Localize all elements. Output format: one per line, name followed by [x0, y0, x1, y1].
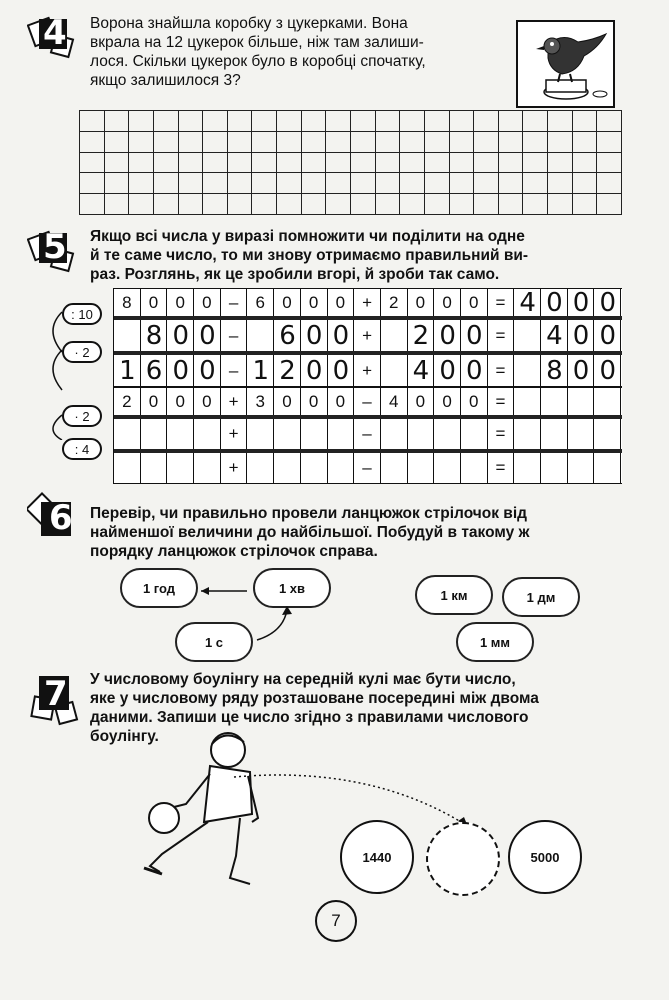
expression-cell: 4	[514, 289, 541, 316]
expression-cell: 0	[167, 388, 194, 415]
expression-cell[interactable]	[328, 419, 355, 449]
expression-cell: 8	[114, 289, 141, 316]
ball-middle-answer[interactable]	[426, 822, 500, 896]
grid-cell[interactable]	[276, 172, 302, 194]
grid-cell[interactable]	[424, 131, 450, 153]
expression-cell[interactable]	[461, 419, 488, 449]
grid-cell[interactable]	[128, 172, 154, 194]
grid-cell[interactable]	[202, 131, 228, 153]
expression-cell[interactable]	[274, 419, 301, 449]
operation-label: · 2	[62, 405, 102, 427]
grid-cell[interactable]	[251, 193, 277, 215]
text-line: яке у числовому ряду розташоване посередині між двома	[90, 690, 539, 707]
text-line: вкрала на 12 цукерок більше, ніж там залиши-	[90, 34, 424, 51]
grid-cell[interactable]	[572, 193, 598, 215]
grid-cell[interactable]	[153, 110, 179, 132]
expression-row	[114, 289, 622, 320]
expression-cell[interactable]	[408, 453, 435, 483]
text-line: найменшої величини до найбільшої. Побудуй в такому ж	[90, 524, 530, 541]
grid-cell[interactable]	[399, 131, 425, 153]
grid-cell[interactable]	[449, 193, 475, 215]
task-6-text	[90, 504, 630, 561]
expression-cell: 0	[328, 289, 355, 316]
grid-cell[interactable]	[522, 193, 548, 215]
expression-cell: +	[221, 453, 248, 483]
grid-cell[interactable]	[375, 193, 401, 215]
grid-cell[interactable]	[522, 131, 548, 153]
expression-cell[interactable]	[514, 355, 541, 386]
expression-cell: +	[221, 388, 248, 415]
expression-cell: 0	[434, 388, 461, 415]
cloud-1-second: 1 с	[175, 622, 253, 662]
expression-cell: 0	[461, 289, 488, 316]
grid-cell[interactable]	[251, 152, 277, 174]
grid-cell[interactable]	[178, 193, 204, 215]
expression-cell: 6	[141, 355, 168, 386]
grid-cell[interactable]	[522, 110, 548, 132]
crow-illustration	[516, 20, 615, 108]
grid-cell[interactable]	[251, 110, 277, 132]
expression-cell: –	[354, 388, 381, 415]
expression-cell[interactable]	[194, 419, 221, 449]
grid-cell[interactable]	[547, 110, 573, 132]
grid-cell[interactable]	[449, 172, 475, 194]
expression-cell: 0	[167, 289, 194, 316]
task-number: 7	[44, 674, 68, 714]
grid-cell[interactable]	[301, 172, 327, 194]
grid-cell[interactable]	[251, 172, 277, 194]
expression-cell: 0	[328, 355, 355, 386]
task-7-badge	[27, 672, 81, 718]
grid-cell[interactable]	[104, 193, 130, 215]
expression-cell: 4	[381, 388, 408, 415]
grid-cell[interactable]	[522, 172, 548, 194]
expression-cell: 0	[568, 320, 595, 351]
grid-cell[interactable]	[596, 193, 622, 215]
expression-cell[interactable]	[594, 388, 621, 415]
arrow-left-icon	[201, 587, 209, 595]
grid-cell[interactable]	[449, 110, 475, 132]
expression-cell: =	[488, 289, 515, 316]
grid-cell[interactable]	[596, 172, 622, 194]
operation-label: · 2	[62, 341, 102, 363]
grid-cell[interactable]	[473, 172, 499, 194]
expression-cell: =	[488, 388, 515, 415]
grid-cell[interactable]	[79, 172, 105, 194]
expression-cell: 8	[141, 320, 168, 351]
expression-cell: 0	[461, 320, 488, 351]
expression-cell: 0	[141, 388, 168, 415]
grid-cell[interactable]	[128, 110, 154, 132]
expression-cell[interactable]	[408, 419, 435, 449]
expression-cell[interactable]	[568, 453, 595, 483]
grid-cell[interactable]	[325, 193, 351, 215]
expression-cell: 0	[194, 355, 221, 386]
grid-cell[interactable]	[276, 131, 302, 153]
expression-cell: 2	[114, 388, 141, 415]
expression-cell[interactable]	[434, 453, 461, 483]
expression-row	[114, 355, 622, 387]
expression-cell[interactable]	[541, 419, 568, 449]
expression-cell[interactable]	[114, 453, 141, 483]
expression-cell[interactable]	[514, 388, 541, 415]
arrow-connectors	[38, 290, 118, 440]
expression-cell: =	[488, 355, 515, 386]
expression-cell: 1	[114, 355, 141, 386]
grid-cell[interactable]	[449, 152, 475, 174]
expression-cell: 0	[274, 289, 301, 316]
grid-cell[interactable]	[375, 172, 401, 194]
expression-cell: 0	[301, 320, 328, 351]
grid-cell[interactable]	[325, 172, 351, 194]
grid-cell[interactable]	[572, 110, 598, 132]
expression-cell[interactable]	[514, 320, 541, 351]
expression-cell[interactable]	[514, 419, 541, 449]
expression-cell[interactable]	[141, 453, 168, 483]
cloud-1-km[interactable]: 1 км	[415, 575, 493, 615]
grid-cell[interactable]	[498, 152, 524, 174]
expression-cell[interactable]	[594, 453, 621, 483]
grid-cell[interactable]	[596, 131, 622, 153]
grid-cell[interactable]	[153, 152, 179, 174]
grid-cell[interactable]	[104, 152, 130, 174]
task-4-badge	[27, 13, 81, 59]
expression-cell: 4	[408, 355, 435, 386]
expression-cell[interactable]	[194, 453, 221, 483]
expression-cell: 0	[301, 388, 328, 415]
grid-cell[interactable]	[128, 193, 154, 215]
grid-cell[interactable]	[153, 193, 179, 215]
grid-cell[interactable]	[547, 172, 573, 194]
expression-cell: 0	[461, 355, 488, 386]
expression-cell: 6	[274, 320, 301, 351]
grid-cell[interactable]	[104, 110, 130, 132]
expression-cell[interactable]	[381, 320, 408, 351]
crow-icon	[518, 22, 613, 106]
expression-cell: 1	[247, 355, 274, 386]
expression-cell: 0	[594, 355, 621, 386]
grid-cell[interactable]	[202, 152, 228, 174]
text-line: даними. Запиши це число згідно з правилами числового	[90, 709, 529, 726]
expression-cell: 0	[594, 289, 621, 316]
expression-cell: –	[221, 320, 248, 351]
grid-cell[interactable]	[104, 172, 130, 194]
text-line: У числовому боулінгу на середній кулі має бути число,	[90, 671, 516, 688]
grid-cell[interactable]	[276, 152, 302, 174]
expression-cell[interactable]	[167, 419, 194, 449]
grid-cell[interactable]	[301, 110, 327, 132]
expression-cell: 2	[274, 355, 301, 386]
expression-cell: 0	[568, 355, 595, 386]
expression-cell: =	[488, 453, 515, 483]
expression-cell: –	[354, 453, 381, 483]
expression-cell: 0	[461, 388, 488, 415]
expression-cell[interactable]	[568, 388, 595, 415]
expression-row[interactable]	[114, 453, 622, 484]
text-line: якщо залишилося 3?	[90, 72, 241, 89]
expression-cell: 0	[167, 320, 194, 351]
grid-cell[interactable]	[424, 110, 450, 132]
expression-cell[interactable]	[247, 320, 274, 351]
grid-cell[interactable]	[547, 131, 573, 153]
expression-cell[interactable]	[247, 453, 274, 483]
text-line: й те саме число, то ми знову отримаємо правильний ви-	[90, 247, 529, 264]
grid-cell[interactable]	[498, 110, 524, 132]
expression-cell[interactable]	[114, 320, 141, 351]
grid-cell[interactable]	[251, 131, 277, 153]
grid-cell[interactable]	[399, 152, 425, 174]
grid-cell[interactable]	[498, 172, 524, 194]
grid-cell[interactable]	[178, 131, 204, 153]
expression-cell: +	[354, 320, 381, 351]
task-number: 5	[43, 227, 67, 267]
expression-cell: 0	[408, 388, 435, 415]
grid-cell[interactable]	[178, 110, 204, 132]
expression-cell: 0	[434, 355, 461, 386]
expression-cell[interactable]	[301, 419, 328, 449]
expression-cell[interactable]	[141, 419, 168, 449]
text-line: Якщо всі числа у виразі помножити чи поділити на одне	[90, 228, 525, 245]
expression-cell[interactable]	[568, 419, 595, 449]
cloud-1-dm[interactable]: 1 дм	[502, 577, 580, 617]
grid-cell[interactable]	[596, 152, 622, 174]
expression-cell[interactable]	[114, 419, 141, 449]
grid-cell[interactable]	[350, 172, 376, 194]
expression-cell: 0	[434, 289, 461, 316]
task-5-text	[90, 227, 630, 284]
expression-cell: 6	[247, 289, 274, 316]
cloud-1-hour: 1 год	[120, 568, 198, 608]
expression-cell[interactable]	[167, 453, 194, 483]
expression-cell: =	[488, 419, 515, 449]
grid-cell[interactable]	[399, 193, 425, 215]
task-number: 6	[49, 498, 73, 538]
expression-cell[interactable]	[434, 419, 461, 449]
expression-cell: 0	[301, 355, 328, 386]
grid-cell[interactable]	[473, 131, 499, 153]
expression-cell: 0	[408, 289, 435, 316]
text-line: Ворона знайшла коробку з цукерками. Вона	[90, 15, 408, 32]
expression-cell: +	[221, 419, 248, 449]
grid-cell[interactable]	[325, 131, 351, 153]
expression-cell: 0	[167, 355, 194, 386]
expression-cell: –	[354, 419, 381, 449]
expression-cell[interactable]	[594, 419, 621, 449]
expression-cell: +	[354, 355, 381, 386]
grid-cell[interactable]	[424, 172, 450, 194]
cloud-1-minute: 1 хв	[253, 568, 331, 608]
grid-cell[interactable]	[325, 110, 351, 132]
expression-cell: +	[354, 289, 381, 316]
grid-cell[interactable]	[227, 152, 253, 174]
operation-label: : 10	[62, 303, 102, 325]
grid-cell[interactable]	[424, 193, 450, 215]
grid-cell[interactable]	[104, 131, 130, 153]
expression-cell: 0	[328, 320, 355, 351]
expression-cell[interactable]	[381, 453, 408, 483]
grid-cell[interactable]	[153, 131, 179, 153]
grid-cell[interactable]	[227, 110, 253, 132]
grid-cell[interactable]	[449, 131, 475, 153]
expression-cell[interactable]	[328, 453, 355, 483]
grid-cell[interactable]	[522, 152, 548, 174]
page-number: 7	[315, 900, 357, 942]
grid-cell[interactable]	[128, 152, 154, 174]
arrow-up-icon	[282, 606, 292, 615]
grid-cell[interactable]	[399, 110, 425, 132]
expression-row	[114, 320, 622, 355]
expression-table-top	[113, 288, 622, 387]
grid-cell[interactable]	[498, 131, 524, 153]
text-line: раз. Розглянь, як це зробили вгорі, й зроби так само.	[90, 266, 500, 283]
grid-cell[interactable]	[375, 110, 401, 132]
grid-cell[interactable]	[79, 131, 105, 153]
expression-table-bottom[interactable]	[113, 387, 622, 484]
grid-cell[interactable]	[153, 172, 179, 194]
text-line: Перевір, чи правильно провели ланцюжок стрілочок від	[90, 505, 527, 522]
expression-row[interactable]	[114, 419, 622, 453]
grid-cell[interactable]	[128, 131, 154, 153]
expression-cell: 0	[541, 289, 568, 316]
grid-cell[interactable]	[498, 193, 524, 215]
expression-cell: 0	[328, 388, 355, 415]
grid-cell[interactable]	[547, 193, 573, 215]
expression-cell: =	[488, 320, 515, 351]
grid-cell[interactable]	[424, 152, 450, 174]
task-5-badge	[27, 227, 81, 273]
text-line: боулінгу.	[90, 728, 159, 745]
grid-cell[interactable]	[375, 152, 401, 174]
grid-cell[interactable]	[473, 152, 499, 174]
chain-arrows	[195, 580, 305, 650]
expression-cell: 4	[541, 320, 568, 351]
grid-cell[interactable]	[325, 152, 351, 174]
expression-cell: 0	[594, 320, 621, 351]
expression-row	[114, 388, 622, 419]
grid-cell[interactable]	[276, 193, 302, 215]
expression-cell[interactable]	[301, 453, 328, 483]
grid-cell[interactable]	[350, 131, 376, 153]
expression-cell: –	[221, 355, 248, 386]
operation-label: : 4	[62, 438, 102, 460]
grid-cell[interactable]	[350, 152, 376, 174]
expression-cell[interactable]	[274, 453, 301, 483]
answer-grid[interactable]	[79, 110, 621, 214]
expression-cell: 3	[247, 388, 274, 415]
grid-cell[interactable]	[301, 131, 327, 153]
task-number: 4	[43, 13, 67, 53]
grid-cell[interactable]	[79, 110, 105, 132]
expression-cell[interactable]	[247, 419, 274, 449]
expression-cell[interactable]	[541, 388, 568, 415]
expression-cell: 8	[541, 355, 568, 386]
expression-cell: 0	[194, 388, 221, 415]
task-6-badge	[27, 492, 81, 538]
grid-cell[interactable]	[596, 110, 622, 132]
expression-cell: 0	[274, 388, 301, 415]
expression-cell[interactable]	[381, 355, 408, 386]
grid-cell[interactable]	[227, 193, 253, 215]
grid-cell[interactable]	[572, 131, 598, 153]
grid-cell[interactable]	[202, 172, 228, 194]
grid-cell[interactable]	[572, 172, 598, 194]
grid-cell[interactable]	[350, 110, 376, 132]
ball-right: 5000	[508, 820, 582, 894]
expression-cell: 0	[301, 289, 328, 316]
expression-cell: 0	[194, 320, 221, 351]
grid-cell[interactable]	[375, 131, 401, 153]
grid-cell[interactable]	[547, 152, 573, 174]
dotted-trajectory	[230, 765, 480, 835]
expression-cell: –	[221, 289, 248, 316]
text-line: лося. Скільки цукерок було в коробці спочатку,	[90, 53, 426, 70]
grid-cell[interactable]	[227, 172, 253, 194]
grid-cell[interactable]	[178, 172, 204, 194]
grid-cell[interactable]	[473, 110, 499, 132]
grid-cell[interactable]	[178, 152, 204, 174]
grid-cell[interactable]	[79, 152, 105, 174]
task-4-text	[90, 14, 510, 90]
grid-cell[interactable]	[399, 172, 425, 194]
grid-cell[interactable]	[202, 193, 228, 215]
expression-cell: 0	[434, 320, 461, 351]
expression-cell: 0	[568, 289, 595, 316]
expression-cell[interactable]	[541, 453, 568, 483]
expression-cell: 0	[194, 289, 221, 316]
expression-cell: 2	[408, 320, 435, 351]
expression-cell: 0	[141, 289, 168, 316]
grid-cell[interactable]	[79, 193, 105, 215]
grid-cell[interactable]	[473, 193, 499, 215]
text-line: порядку ланцюжок стрілочок справа.	[90, 543, 378, 560]
expression-cell: 2	[381, 289, 408, 316]
cloud-1-mm[interactable]: 1 мм	[456, 622, 534, 662]
grid-cell[interactable]	[301, 193, 327, 215]
expression-cell[interactable]	[381, 419, 408, 449]
expression-cell[interactable]	[461, 453, 488, 483]
expression-cell[interactable]	[514, 453, 541, 483]
grid-cell[interactable]	[202, 110, 228, 132]
grid-cell[interactable]	[301, 152, 327, 174]
grid-cell[interactable]	[227, 131, 253, 153]
grid-cell[interactable]	[350, 193, 376, 215]
grid-cell[interactable]	[276, 110, 302, 132]
ball-left: 1440	[340, 820, 414, 894]
grid-cell[interactable]	[572, 152, 598, 174]
